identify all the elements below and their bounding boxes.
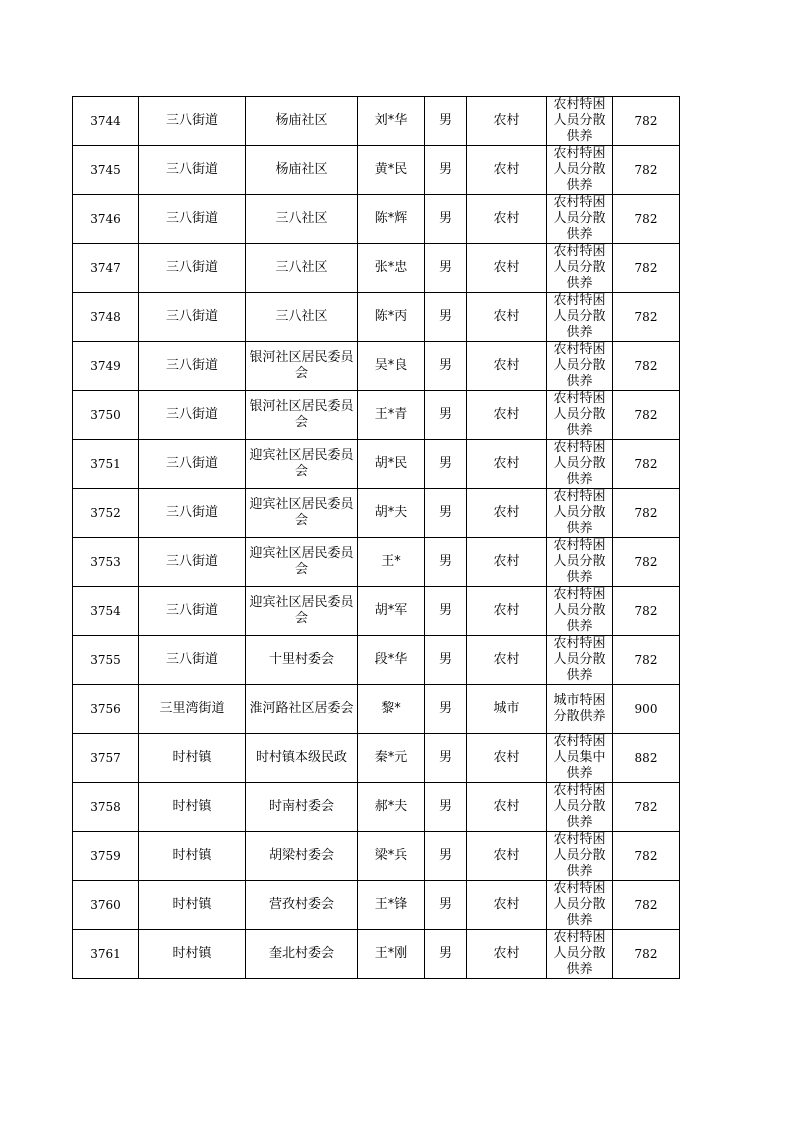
community-cell: 十里村委会 <box>246 636 358 685</box>
record-number-cell: 3760 <box>73 881 139 930</box>
person-name-cell: 陈*辉 <box>358 195 425 244</box>
record-number-cell: 3744 <box>73 97 139 146</box>
street-cell: 三里湾街道 <box>139 685 246 734</box>
gender-cell: 男 <box>425 440 467 489</box>
table-body <box>73 97 680 979</box>
community-cell: 时村镇本级民政 <box>246 734 358 783</box>
amount-cell: 900 <box>613 685 680 734</box>
street-cell: 时村镇 <box>139 930 246 979</box>
community-cell: 三八社区 <box>246 244 358 293</box>
residence-type-cell: 农村 <box>467 734 547 783</box>
person-name-cell: 吴*良 <box>358 342 425 391</box>
table-row <box>73 195 680 244</box>
support-category-text: 农村特困人员分散供养 <box>553 783 606 830</box>
table-row <box>73 636 680 685</box>
table-row <box>73 440 680 489</box>
support-category-text: 农村特困人员分散供养 <box>553 342 606 389</box>
street-cell: 时村镇 <box>139 881 246 930</box>
table-row <box>73 783 680 832</box>
residence-type-cell: 农村 <box>467 881 547 930</box>
community-cell: 三八社区 <box>246 293 358 342</box>
community-cell: 迎宾社区居民委员会 <box>246 440 358 489</box>
record-number-cell: 3759 <box>73 832 139 881</box>
residence-type-cell: 农村 <box>467 342 547 391</box>
community-cell: 银河社区居民委员会 <box>246 391 358 440</box>
gender-cell: 男 <box>425 391 467 440</box>
person-name-cell: 陈*丙 <box>358 293 425 342</box>
table-row <box>73 489 680 538</box>
support-category-text: 农村特困人员分散供养 <box>553 391 606 438</box>
support-category-text: 农村特困人员分散供养 <box>553 195 606 242</box>
person-name-cell: 王*青 <box>358 391 425 440</box>
person-name-cell: 王*刚 <box>358 930 425 979</box>
community-cell: 胡梁村委会 <box>246 832 358 881</box>
street-cell: 三八街道 <box>139 538 246 587</box>
gender-cell: 男 <box>425 685 467 734</box>
street-cell: 三八街道 <box>139 489 246 538</box>
amount-cell: 782 <box>613 881 680 930</box>
amount-cell: 882 <box>613 734 680 783</box>
gender-cell: 男 <box>425 881 467 930</box>
residence-type-cell: 农村 <box>467 783 547 832</box>
table-row <box>73 391 680 440</box>
record-number-cell: 3755 <box>73 636 139 685</box>
gender-cell: 男 <box>425 146 467 195</box>
table-row <box>73 587 680 636</box>
street-cell: 三八街道 <box>139 293 246 342</box>
support-category-text: 农村特困人员分散供养 <box>553 636 606 683</box>
support-category-cell <box>547 146 613 195</box>
support-category-text: 农村特困人员分散供养 <box>553 587 606 634</box>
gender-cell: 男 <box>425 832 467 881</box>
support-category-text: 农村特困人员分散供养 <box>553 440 606 487</box>
table-row <box>73 97 680 146</box>
residence-type-cell: 农村 <box>467 587 547 636</box>
person-name-cell: 秦*元 <box>358 734 425 783</box>
community-cell: 迎宾社区居民委员会 <box>246 489 358 538</box>
community-cell: 奎北村委会 <box>246 930 358 979</box>
residence-type-cell: 农村 <box>467 293 547 342</box>
support-category-text: 农村特困人员分散供养 <box>553 293 606 340</box>
record-number-cell: 3752 <box>73 489 139 538</box>
amount-cell: 782 <box>613 783 680 832</box>
record-number-cell: 3748 <box>73 293 139 342</box>
gender-cell: 男 <box>425 538 467 587</box>
street-cell: 三八街道 <box>139 97 246 146</box>
support-category-text: 农村特困人员分散供养 <box>553 146 606 193</box>
person-name-cell: 黎* <box>358 685 425 734</box>
residence-type-cell: 农村 <box>467 538 547 587</box>
support-category-cell <box>547 342 613 391</box>
residence-type-cell: 农村 <box>467 391 547 440</box>
street-cell: 三八街道 <box>139 440 246 489</box>
community-cell: 杨庙社区 <box>246 146 358 195</box>
residence-type-cell: 农村 <box>467 489 547 538</box>
amount-cell: 782 <box>613 342 680 391</box>
person-name-cell: 胡*民 <box>358 440 425 489</box>
support-category-cell <box>547 244 613 293</box>
community-cell: 杨庙社区 <box>246 97 358 146</box>
street-cell: 三八街道 <box>139 244 246 293</box>
support-category-cell <box>547 538 613 587</box>
support-category-text: 农村特困人员分散供养 <box>553 489 606 536</box>
community-cell: 营孜村委会 <box>246 881 358 930</box>
street-cell: 三八街道 <box>139 342 246 391</box>
support-category-cell <box>547 636 613 685</box>
street-cell: 时村镇 <box>139 783 246 832</box>
table-row <box>73 342 680 391</box>
community-cell: 迎宾社区居民委员会 <box>246 538 358 587</box>
gender-cell: 男 <box>425 734 467 783</box>
amount-cell: 782 <box>613 832 680 881</box>
street-cell: 三八街道 <box>139 587 246 636</box>
community-cell: 时南村委会 <box>246 783 358 832</box>
record-number-cell: 3754 <box>73 587 139 636</box>
amount-cell: 782 <box>613 195 680 244</box>
residence-type-cell: 农村 <box>467 195 547 244</box>
support-category-cell <box>547 930 613 979</box>
residence-type-cell: 农村 <box>467 244 547 293</box>
amount-cell: 782 <box>613 930 680 979</box>
residence-type-cell: 农村 <box>467 832 547 881</box>
person-name-cell: 黄*民 <box>358 146 425 195</box>
street-cell: 时村镇 <box>139 832 246 881</box>
street-cell: 三八街道 <box>139 146 246 195</box>
residence-type-cell: 农村 <box>467 930 547 979</box>
table-row <box>73 685 680 734</box>
gender-cell: 男 <box>425 636 467 685</box>
record-number-cell: 3747 <box>73 244 139 293</box>
amount-cell: 782 <box>613 587 680 636</box>
person-name-cell: 胡*军 <box>358 587 425 636</box>
relief-roster-table <box>72 96 680 979</box>
support-category-text: 农村特困人员分散供养 <box>553 832 606 879</box>
amount-cell: 782 <box>613 440 680 489</box>
gender-cell: 男 <box>425 783 467 832</box>
record-number-cell: 3756 <box>73 685 139 734</box>
gender-cell: 男 <box>425 97 467 146</box>
person-name-cell: 段*华 <box>358 636 425 685</box>
record-number-cell: 3750 <box>73 391 139 440</box>
amount-cell: 782 <box>613 489 680 538</box>
record-number-cell: 3758 <box>73 783 139 832</box>
street-cell: 时村镇 <box>139 734 246 783</box>
community-cell: 迎宾社区居民委员会 <box>246 587 358 636</box>
gender-cell: 男 <box>425 244 467 293</box>
street-cell: 三八街道 <box>139 636 246 685</box>
support-category-cell <box>547 587 613 636</box>
person-name-cell: 王*锋 <box>358 881 425 930</box>
residence-type-cell: 城市 <box>467 685 547 734</box>
table-row <box>73 881 680 930</box>
residence-type-cell: 农村 <box>467 146 547 195</box>
record-number-cell: 3753 <box>73 538 139 587</box>
support-category-text: 农村特困人员分散供养 <box>553 881 606 928</box>
amount-cell: 782 <box>613 146 680 195</box>
table-row <box>73 538 680 587</box>
support-category-cell <box>547 489 613 538</box>
record-number-cell: 3746 <box>73 195 139 244</box>
gender-cell: 男 <box>425 293 467 342</box>
record-number-cell: 3751 <box>73 440 139 489</box>
support-category-text: 城市特困分散供养 <box>553 693 606 724</box>
support-category-text: 农村特困人员分散供养 <box>553 538 606 585</box>
table-row <box>73 734 680 783</box>
support-category-cell <box>547 195 613 244</box>
record-number-cell: 3757 <box>73 734 139 783</box>
table-row <box>73 146 680 195</box>
street-cell: 三八街道 <box>139 391 246 440</box>
support-category-cell <box>547 440 613 489</box>
person-name-cell: 梁*兵 <box>358 832 425 881</box>
record-number-cell: 3749 <box>73 342 139 391</box>
gender-cell: 男 <box>425 489 467 538</box>
gender-cell: 男 <box>425 342 467 391</box>
amount-cell: 782 <box>613 244 680 293</box>
support-category-cell <box>547 783 613 832</box>
community-cell: 三八社区 <box>246 195 358 244</box>
support-category-cell <box>547 97 613 146</box>
support-category-cell <box>547 685 613 734</box>
residence-type-cell: 农村 <box>467 636 547 685</box>
community-cell: 淮河路社区居委会 <box>246 685 358 734</box>
person-name-cell: 胡*夫 <box>358 489 425 538</box>
support-category-text: 农村特困人员分散供养 <box>553 244 606 291</box>
support-category-cell <box>547 881 613 930</box>
amount-cell: 782 <box>613 293 680 342</box>
residence-type-cell: 农村 <box>467 440 547 489</box>
person-name-cell: 刘*华 <box>358 97 425 146</box>
residence-type-cell: 农村 <box>467 97 547 146</box>
table-row <box>73 832 680 881</box>
support-category-cell <box>547 391 613 440</box>
support-category-text: 农村特困人员分散供养 <box>553 97 606 144</box>
table-row <box>73 930 680 979</box>
table-row <box>73 244 680 293</box>
support-category-cell <box>547 832 613 881</box>
gender-cell: 男 <box>425 195 467 244</box>
support-category-text: 农村特困人员集中供养 <box>553 734 606 781</box>
record-number-cell: 3761 <box>73 930 139 979</box>
gender-cell: 男 <box>425 930 467 979</box>
table-row <box>73 293 680 342</box>
record-number-cell: 3745 <box>73 146 139 195</box>
amount-cell: 782 <box>613 636 680 685</box>
gender-cell: 男 <box>425 587 467 636</box>
support-category-text: 农村特困人员分散供养 <box>553 930 606 977</box>
amount-cell: 782 <box>613 97 680 146</box>
amount-cell: 782 <box>613 391 680 440</box>
person-name-cell: 王* <box>358 538 425 587</box>
community-cell: 银河社区居民委员会 <box>246 342 358 391</box>
amount-cell: 782 <box>613 538 680 587</box>
support-category-cell <box>547 734 613 783</box>
street-cell: 三八街道 <box>139 195 246 244</box>
person-name-cell: 郝*夫 <box>358 783 425 832</box>
person-name-cell: 张*忠 <box>358 244 425 293</box>
support-category-cell <box>547 293 613 342</box>
